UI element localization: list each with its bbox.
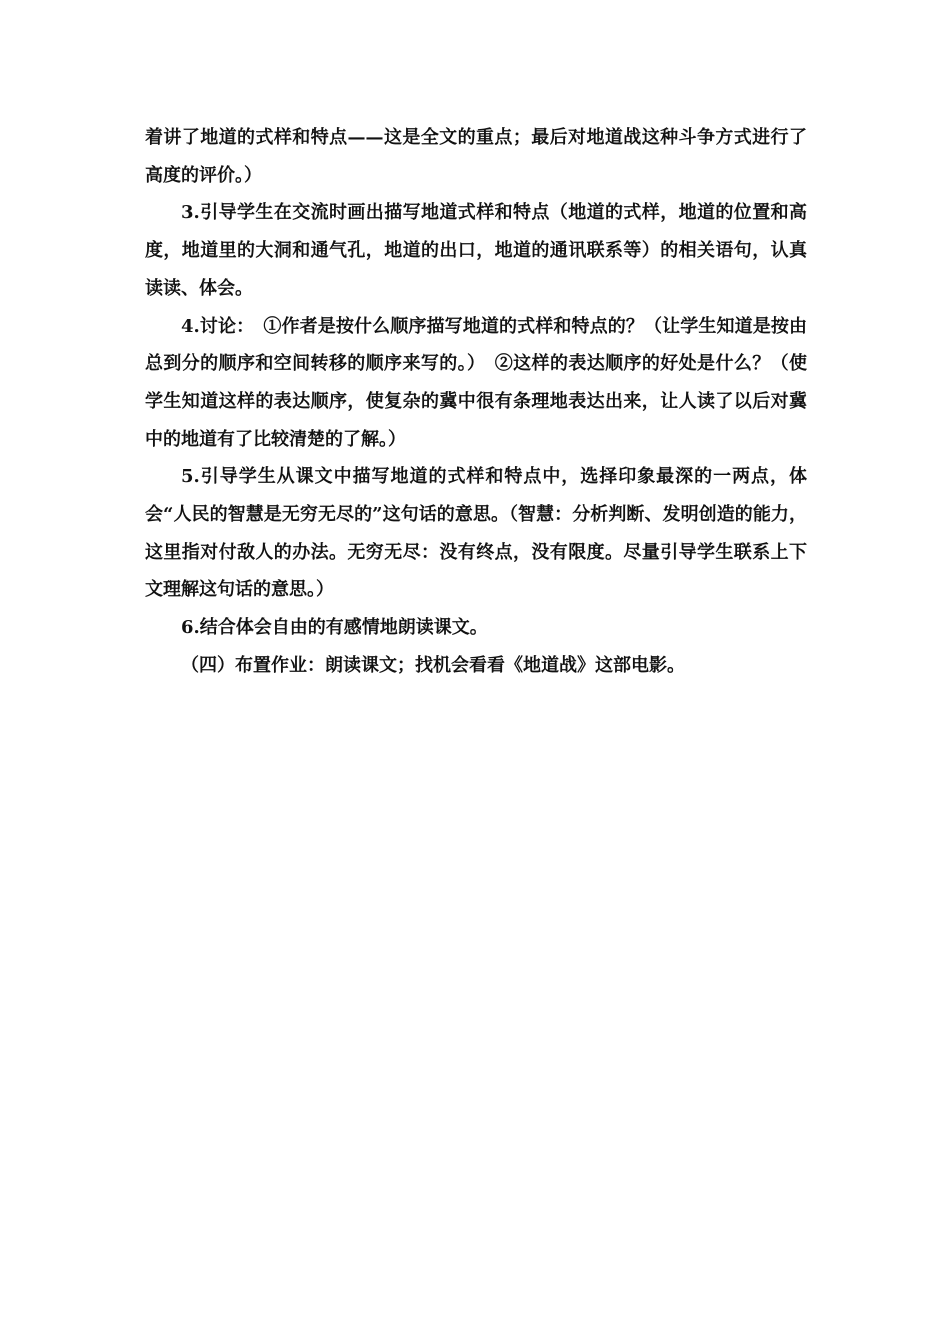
paragraph-step-4: 4.讨论： ①作者是按什么顺序描写地道的式样和特点的？（让学生知道是按由总到分的顺序和空间转移的顺序来写的。） ②这样的表达顺序的好处是什么？（使学生知道这样的表达顺序，使复杂的冀中很有条理地表达出来，让人读了以后对冀中的地道有了比较清楚的了解。）	[145, 315, 807, 450]
document-body	[145, 119, 807, 685]
paragraph-continuation: 着讲了地道的式样和特点——这是全文的重点；最后对地道战这种斗争方式进行了高度的评价。）	[145, 127, 807, 186]
paragraph-step-6: 6.结合体会自由的有感情地朗读课文。	[181, 617, 488, 639]
paragraph-step-3: 3.引导学生在交流时画出描写地道式样和特点（地道的式样，地道的位置和高度，地道里的大洞和通气孔，地道的出口，地道的通讯联系等）的相关语句，认真读读、体会。	[145, 202, 807, 299]
paragraph-step-5: 5.引导学生从课文中描写地道的式样和特点中，选择印象最深的一两点，体会“人民的智慧是无穷无尽的”这句话的意思。（智慧：分析判断、发明创造的能力，这里指对付敌人的办法。无穷无尽：没有终点，没有限度。尽量引导学生联系上下文理解这句话的意思。）	[145, 466, 807, 601]
paragraph-homework: （四）布置作业：朗读课文；找机会看看《地道战》这部电影。	[181, 654, 685, 676]
